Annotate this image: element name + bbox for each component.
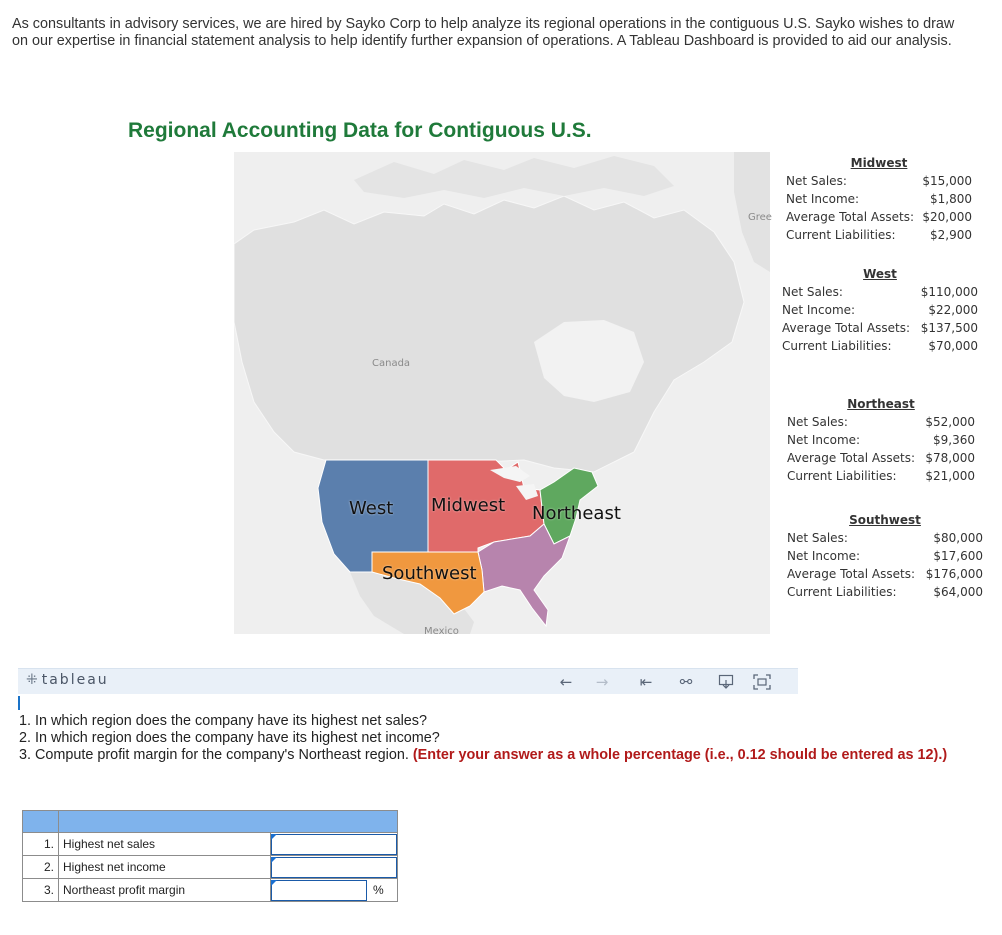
stats-heading: West [863,267,897,281]
region-label-northeast[interactable]: Northeast [532,503,621,524]
northeast-profit-margin-input[interactable] [271,880,367,901]
avg-total-assets-label: Average Total Assets: [787,567,916,581]
question-1: 1. In which region does the company have its highest net sales? [19,713,427,729]
current-liabilities-value: $64,000 [933,585,983,599]
table-row [23,833,398,856]
map-view[interactable] [234,152,772,637]
row-label: Highest net sales [59,833,271,856]
arrow-left-icon: ← [559,673,573,691]
mexico-label: Mexico [424,626,459,637]
stats-midwest [786,154,972,244]
highest-net-income-input[interactable] [271,857,397,878]
canada-label: Canada [372,358,411,369]
fullscreen-button[interactable] [750,670,774,694]
question-3-prefix: 3. Compute profit margin for the company's Northeast region. [19,747,409,763]
share-icon: ⚯ [679,673,693,691]
avg-total-assets-value: $20,000 [922,210,972,224]
net-sales-value: $52,000 [925,415,975,429]
row-label: Northeast profit margin [59,879,271,902]
highest-net-sales-cell [271,833,398,856]
net-income-value: $22,000 [928,303,978,317]
net-sales-label: Net Sales: [782,285,843,299]
arrow-right-icon: → [595,673,609,691]
net-income-value: $1,800 [930,192,972,206]
highest-net-income-cell [271,856,398,879]
stats-northeast [787,395,975,485]
net-sales-value: $110,000 [920,285,978,299]
questions-block [19,713,979,764]
stats-southwest [787,511,983,601]
greenland-label: Gree [748,212,772,223]
net-income-value: $17,600 [933,549,983,563]
avg-total-assets-label: Average Total Assets: [787,451,916,465]
net-sales-label: Net Sales: [787,415,848,429]
answer-table-header [23,811,398,833]
avg-total-assets-label: Average Total Assets: [786,210,915,224]
current-liabilities-label: Current Liabilities: [787,469,897,483]
net-income-label: Net Income: [787,549,861,563]
current-liabilities-label: Current Liabilities: [787,585,897,599]
northeast-profit-margin-cell [271,879,398,902]
highest-net-sales-input[interactable] [271,834,397,855]
row-number: 2. [23,856,59,879]
stats-heading: Northeast [847,397,915,411]
dashboard-title: Regional Accounting Data for Contiguous U.S. [128,119,592,142]
question-3 [19,747,979,764]
net-income-value: $9,360 [933,433,975,447]
current-liabilities-value: $21,000 [925,469,975,483]
download-icon [718,674,734,690]
region-label-midwest[interactable]: Midwest [431,495,506,516]
row-label: Highest net income [59,856,271,879]
current-liabilities-label: Current Liabilities: [782,339,892,353]
region-label-southwest[interactable]: Southwest [382,563,477,584]
revert-to-start-icon: ⇤ [639,673,653,691]
tableau-logo-text: tableau [41,672,109,688]
avg-total-assets-value: $137,500 [920,321,978,335]
net-sales-label: Net Sales: [786,174,847,188]
net-sales-label: Net Sales: [787,531,848,545]
avg-total-assets-value: $176,000 [925,567,983,581]
row-number: 1. [23,833,59,856]
redo-button[interactable] [590,670,614,694]
intro-paragraph: As consultants in advisory services, we are hired by Sayko Corp to help analyze its regional operations in the contiguous U.S. Sayko wishes to draw on our expertise in financial statement analysis to help identify further expansion of operations. A Tableau Dashboard is provided to aid our analysis. [12,16,955,49]
tableau-logo[interactable] [26,672,109,688]
stats-west [782,265,978,355]
avg-total-assets-label: Average Total Assets: [782,321,911,335]
net-sales-value: $15,000 [922,174,972,188]
table-row [23,879,398,902]
net-sales-value: $80,000 [933,531,983,545]
net-income-label: Net Income: [787,433,861,447]
north-america-map [234,152,770,634]
revert-button[interactable] [634,670,658,694]
share-button[interactable] [674,670,698,694]
download-button[interactable] [714,670,738,694]
region-label-west[interactable]: West [349,498,394,519]
current-liabilities-value: $2,900 [930,228,972,242]
percent-unit: % [373,883,384,897]
current-liabilities-value: $70,000 [928,339,978,353]
table-row [23,856,398,879]
tableau-toolbar [18,668,798,694]
answer-table [22,810,398,902]
row-number: 3. [23,879,59,902]
fullscreen-icon [753,674,771,690]
tableau-plus-icon: ⁜ [26,672,38,688]
question-3-instruction: (Enter your answer as a whole percentage (i.e., 0.12 should be entered as 12).) [412,747,948,763]
undo-button[interactable] [554,670,578,694]
text-cursor [18,696,20,710]
current-liabilities-label: Current Liabilities: [786,228,896,242]
avg-total-assets-value: $78,000 [925,451,975,465]
net-income-label: Net Income: [782,303,856,317]
stats-heading: Midwest [850,156,908,170]
stats-heading: Southwest [849,513,921,527]
net-income-label: Net Income: [786,192,860,206]
question-2: 2. In which region does the company have its highest net income? [19,730,440,746]
